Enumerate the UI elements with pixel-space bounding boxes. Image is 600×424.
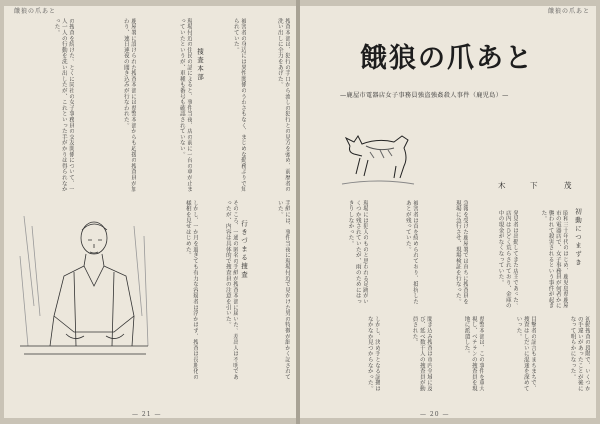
body-column: 被害者の身辺には異性関係のうわさもなく、まじめな勤務ぶりで知られていた。 [232,18,246,192]
body-column: 現場付近の住民の話によると、事件当夜、店の前に一台の車が止まっていたというが、車種も番号も確認されていない。 [178,18,192,192]
body-column: 初動捜査の段階で、いくつかの手違いがあったことが後になって明らかになった。 [569,316,590,392]
subheading: 捜査本部 [196,48,204,82]
body-column: 発見者は出勤してきた店主であった。店内はひどく荒らされており、金庫の中の現金がなくなっていた。 [497,210,518,309]
body-column: 捜査本部は、犯行の手口から流しの犯行との見方を強め、前歴者の洗い出しに全力をあげた。 [276,18,290,192]
body-column: の捜査を続けた。とくに同社の女子事務員の交友関係について、一人一人の行動を洗い出したが、これといった手がかりは得られなかった。 [53,18,74,192]
body-column: しかし、一か月を過ぎても有力な容疑者は浮かばず、捜査は長期化の様相を見せはじめた。 [184,200,198,380]
body-column: 目撃者の証言もまちまちで、捜査はしだいに混迷を深めていった。 [515,316,536,392]
left-folio: — 21 — [132,411,162,418]
body-column: 手紙には、事件当夜に現場付近で見かけた男の特徴が細かく記されていた。 [276,200,290,380]
body-column: そのころ、一通の匿名の手紙が捜査本部に届いた。差出人は不明であったが、内容は具体的で捜査員の注意を引いた。 [224,200,238,380]
author-char: 木 [498,181,506,190]
man-illustration [14,196,154,372]
body-column: 急報を受けた鹿屋署では直ちに捜査員を現場に急行させ、現場検証を行なった。 [454,200,468,305]
article-subtitle: —鹿屋市電器店女子事務員強盗強姦殺人事件（鹿児島）— [340,92,509,99]
body-column: しかし、決め手となる証拠はなかなか見つからなかった。 [366,316,380,392]
subheading: 行きづまる捜査 [240,220,248,280]
body-column: 鹿屋署に設けられた捜査本部には県警本部からも応援の捜査員が加わり、連日連夜の聞き込みが行なわれた。 [122,18,136,192]
right-folio: — 20 — [420,411,450,418]
body-column: 被害者は首を絞められており、抵抗したあとが残っていた。 [404,200,418,305]
right-running-head: 餓狼の爪あと [548,8,591,15]
body-column: 聞き込み捜査は市内全域に及び、延べ数千人の捜査員が動員された。 [411,316,432,392]
body-column: 昭和三十年代のはじめ、鹿児島県鹿屋市の電器店で、女子事務員が何者かに襲われて殺害されるという事件が起きた。 [540,210,568,309]
wolf-illustration [338,118,418,190]
article-title: 餓狼の爪あと [360,43,534,74]
body-column: 現場には犯人のものと思われる足跡がいくつか残されていたが、雨のためにはっきりしなかった。 [347,200,368,305]
body-column: 県警本部は、この事件を重大視し、ベテランの捜査員を現地に派遣した。 [463,316,484,392]
subheading: 初動につまずき [574,208,582,268]
author-char: 下 [530,181,538,190]
author-char: 茂 [564,181,572,190]
left-running-head: 餓狼の爪あと [14,8,57,15]
